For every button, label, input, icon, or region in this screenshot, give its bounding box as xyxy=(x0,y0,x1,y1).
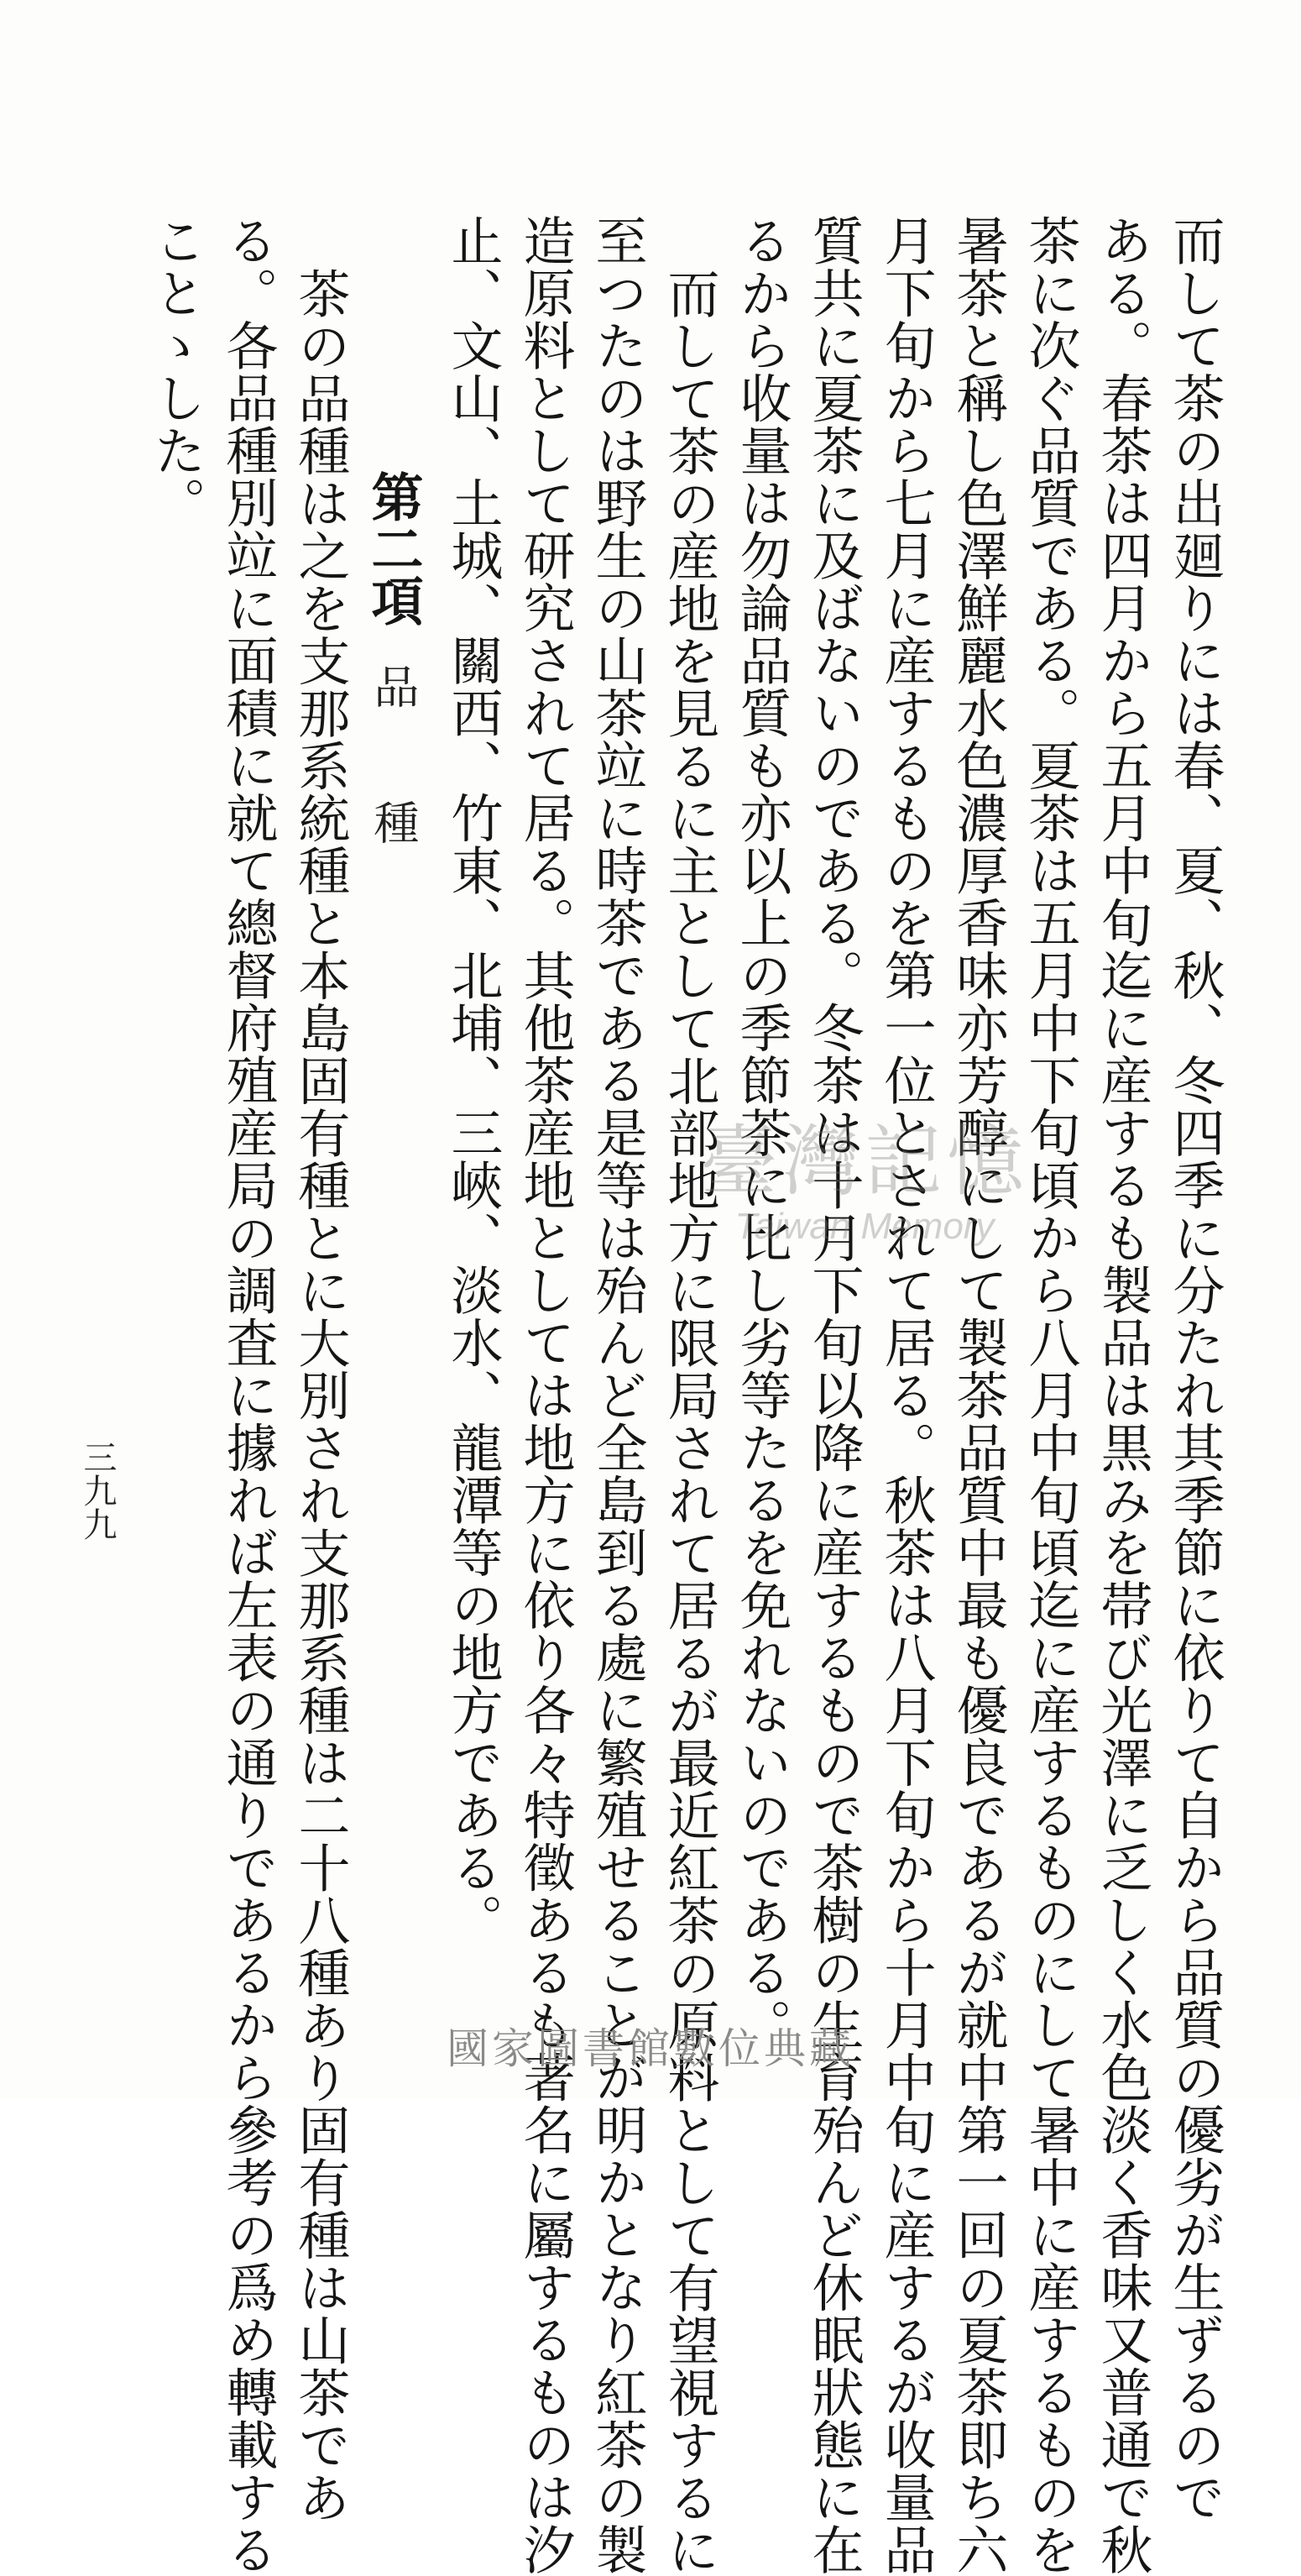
watermark xyxy=(646,1100,1083,1247)
watermark-subtext: Taiwan Memory xyxy=(734,1206,995,1247)
text-column: るから收量は勿論品質も亦以上の季節茶に比し劣等たるを免れないのである。 xyxy=(731,214,792,2051)
text-column: 至つたのは野生の山茶竝に時茶である是等は殆んど全島到る處に繁殖せることが明かとなり紅茶の製 xyxy=(587,214,648,2576)
text-column: 止、文山、土城、關西、竹東、北埔、三峽、淡水、龍潭等の地方である。 xyxy=(442,214,504,1946)
text-column: ことゝした。 xyxy=(145,214,206,529)
text-column: る。各品種別竝に面積に就て總督府殖産局の調査に據れば左表の通りであるから參考の爲め轉載する xyxy=(217,214,279,2576)
text-column: 月下旬から七月に産するものを第一位とされて居る。秋茶は八月下旬から十月中旬に産するが收量品 xyxy=(875,214,937,2576)
text-column: ある。春茶は四月から五月中旬迄に産するも製品は黒みを帯び光澤に乏しく水色淡く香味又普通で秋 xyxy=(1092,214,1153,2576)
section-heading: 第二項 xyxy=(363,470,424,626)
page-number: 三九九 xyxy=(78,1440,117,1541)
text-column: 而して茶の出廻りには春、夏、秋、冬四季に分たれ其季節に依りて自から品質の優劣が生ずるので xyxy=(1164,214,1225,2523)
text-column: 暑茶と稱し色澤鮮麗水色濃厚香味亦芳醇にして製茶品質中最も優良であるが就中第一回の夏茶即ち六 xyxy=(948,214,1009,2576)
text-column: 茶の品種は之を支那系統種と本島固有種とに大別され支那系種は二十八種あり固有種は山茶であ xyxy=(290,267,351,2524)
text-column: 質共に夏茶に及ばないのである。冬茶は十月下旬以降に産するもので茶樹の生育殆んど休眠狀態に在 xyxy=(803,214,865,2576)
section-title: 品 種 xyxy=(367,663,420,845)
watermark-text: 臺灣記憶 xyxy=(699,1117,1029,1207)
text-column: 而して茶の産地を見るに主として北部地方に限局されて居るが最近紅茶の原料として有望視するに xyxy=(659,267,720,2576)
text-column: 造原料として研究されて居る。其他茶産地としては地方に依り各々特徵あるも著名に屬するものは汐 xyxy=(515,214,576,2576)
text-column: 茶に次ぐ品質である。夏茶は五月中下旬頃から八月中旬頃迄に産するものにして暑中に産するものを xyxy=(1020,214,1081,2576)
footer-credit: 國家圖書館數位典藏 xyxy=(447,2024,854,2073)
